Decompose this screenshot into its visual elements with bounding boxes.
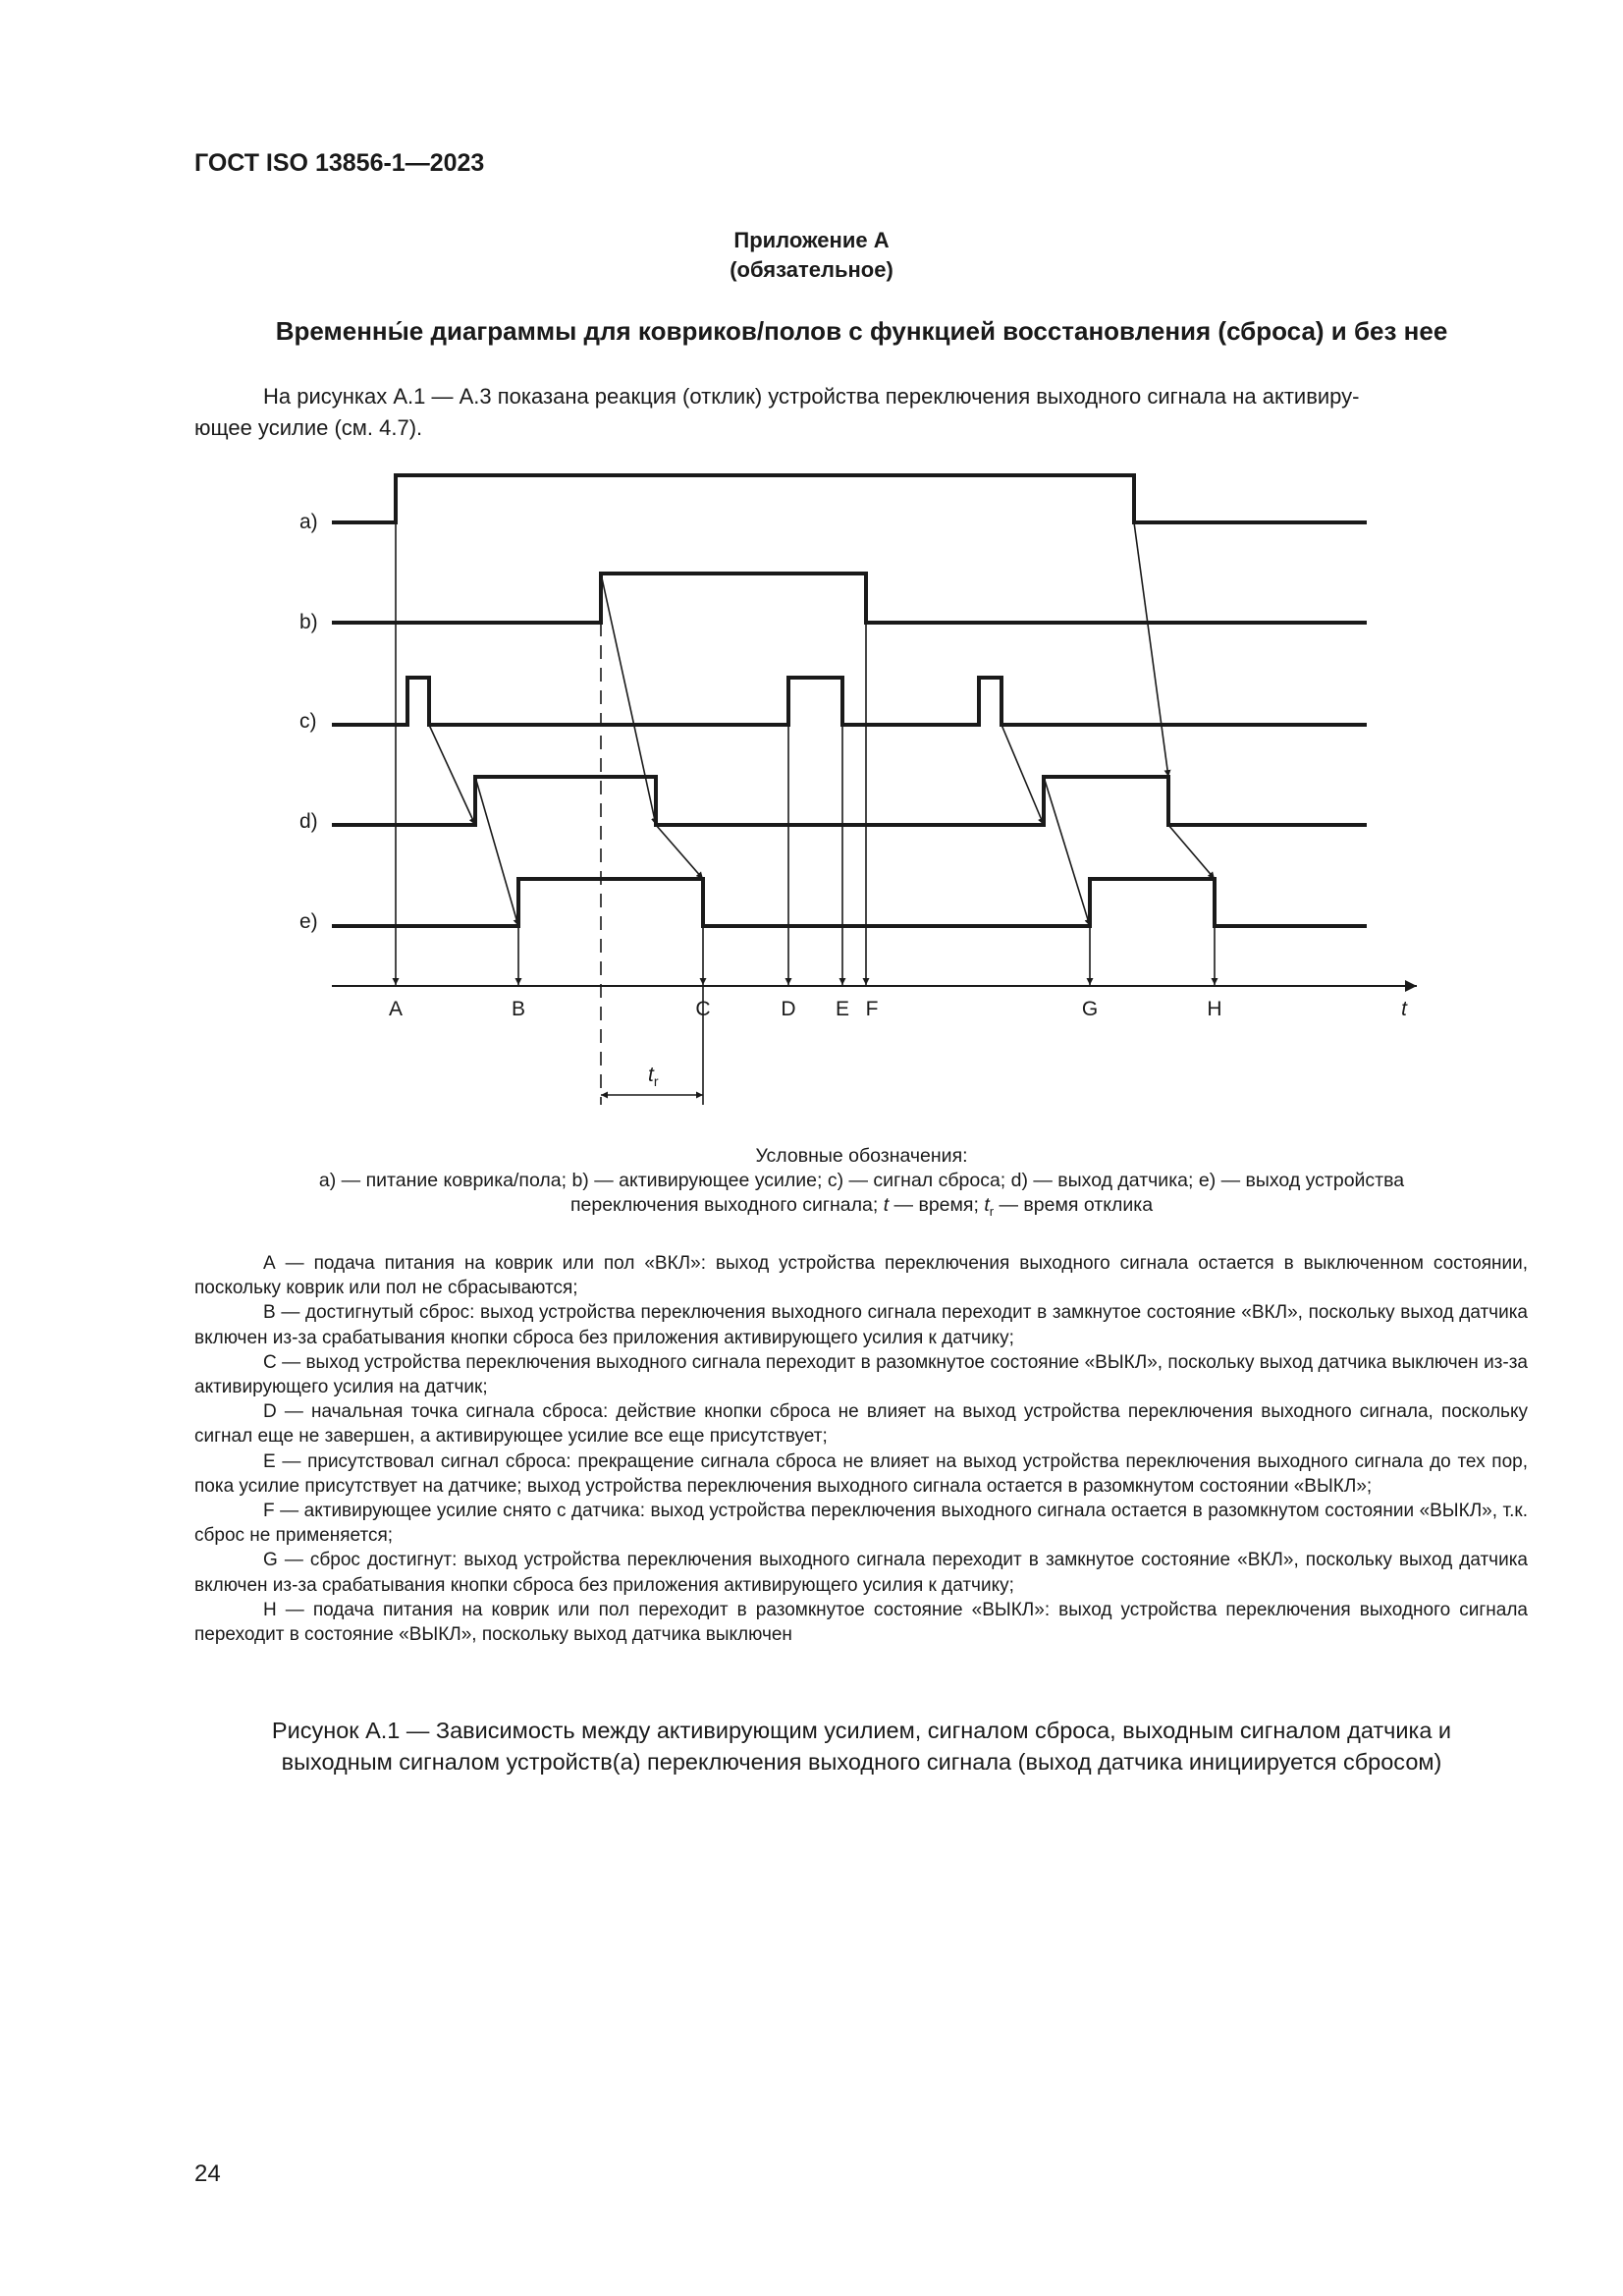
- note-F: F — активирующее усилие снято с датчика: выход устройства переключения выходного сигнала остается в разомкнутом состоянии «ВЫКЛ», т.к. сброс не применяется;: [194, 1501, 1528, 1547]
- note-B: В — достигнутый сброс: выход устройства переключения выходного сигнала переходит в замкнутое состояние «ВКЛ», поскольку выход датчика включен из-за срабатывания кнопки сброса без приложения активирующего усилия к датчику;: [194, 1302, 1528, 1348]
- page-number: 24: [194, 2160, 221, 2187]
- time-label-C: C: [695, 998, 711, 1020]
- arrow-d2-to-e-fall: [1168, 825, 1215, 879]
- time-label-F: F: [865, 998, 879, 1020]
- intro-line-1: На рисунках А.1 — А.3 показана реакция (отклик) устройства переключения выходного сигнала на активиру-: [263, 384, 1360, 409]
- note-C: С — выход устройства переключения выходного сигнала переходит в разомкнутое состояние «ВЫКЛ», поскольку выход датчика выключен из-за активирующего усилия на датчик;: [194, 1351, 1528, 1398]
- note-A: А — подача питания на коврик или пол «ВКЛ»: выход устройства переключения выходного сигнала остается в выключенном состоянии, поскольку коврик или пол не сбрасываются;: [194, 1253, 1528, 1299]
- waveform-c-reset: [332, 678, 1367, 725]
- figure-caption: [196, 1715, 1527, 1777]
- intro-line-2: ющее усилие (см. 4.7).: [194, 415, 423, 440]
- tr-label: $t_r$: [648, 1064, 659, 1089]
- arrow-d2-to-e: [1044, 777, 1090, 926]
- notes-list: [194, 1251, 1528, 1647]
- note-G: G — сброс достигнут: выход устройства переключения выходного сигнала переходит в замкнутое состояние «ВКЛ», поскольку выход датчика включен из-за срабатывания кнопки сброса без приложения активирующего усилия к датчику;: [194, 1550, 1528, 1596]
- annex-heading: [0, 226, 1623, 285]
- arrow-b-to-d: [601, 574, 656, 825]
- time-label-A: A: [388, 998, 404, 1020]
- time-label-B: B: [511, 998, 526, 1020]
- annex-title: Приложение А: [733, 228, 890, 252]
- waveform-e-output: [332, 879, 1367, 926]
- signal-label-e: e): [299, 910, 318, 933]
- arrow-c2-to-d: [1001, 725, 1044, 825]
- legend: [196, 1144, 1527, 1224]
- time-axis-label: t: [1401, 998, 1407, 1020]
- annex-status: (обязательное): [730, 257, 893, 282]
- section-title: Временны́е диаграммы для ковриков/полов с функцией восстановления (сброса) и без нее: [275, 316, 1448, 346]
- timing-diagram: [0, 447, 1623, 1134]
- signal-label-b: b): [299, 611, 318, 633]
- legend-line-2: переключения выходного сигнала; t — время; $t_r$ — время отклика: [569, 1194, 1154, 1219]
- waveform-b-force: [332, 574, 1367, 623]
- note-D: D — начальная точка сигнала сброса: действие кнопки сброса не влияет на выход устройства переключения выходного сигнала, поскольку сигнал еще не завершен, а активирующее усилие все еще присутствует;: [194, 1401, 1528, 1448]
- caption-line-1: Рисунок А.1 — Зависимость между активирующим усилием, сигналом сброса, выходным сигналом датчика и: [271, 1718, 1452, 1743]
- time-label-D: D: [781, 998, 796, 1020]
- intro-paragraph: [194, 381, 1530, 444]
- arrow-c-to-d: [429, 725, 475, 825]
- time-label-H: H: [1207, 998, 1222, 1020]
- arrow-d-to-e-fall: [656, 825, 703, 879]
- signal-label-a: a): [299, 511, 318, 533]
- time-label-G: G: [1081, 998, 1099, 1020]
- legend-heading: Условные обозначения:: [755, 1145, 968, 1167]
- note-H: Н — подача питания на коврик или пол переходит в разомкнутое состояние «ВЫКЛ»: выход устройства переключения выходного сигнала переходит в состояние «ВЫКЛ», поскольку выход датчика выключен: [194, 1599, 1528, 1646]
- time-label-E: E: [835, 998, 850, 1020]
- legend-line-1: а) — питание коврика/пола; b) — активирующее усилие; с) — сигнал сброса; d) — выход датчика; е) — выход устройства: [318, 1170, 1405, 1191]
- signal-label-c: c): [299, 710, 317, 733]
- signal-label-d: d): [299, 810, 318, 833]
- document-code: ГОСТ ISO 13856-1—2023: [194, 149, 485, 177]
- caption-line-2: выходным сигналом устройств(а) переключения выходного сигнала (выход датчика инициируется сбросом): [281, 1749, 1442, 1775]
- note-E: Е — присутствовал сигнал сброса: прекращение сигнала сброса не влияет на выход устройства переключения выходного сигнала до тех пор, пока усилие присутствует на датчике; выход устройства переключения выходного сигнала остается в разомкнутом состоянии «ВЫКЛ»;: [194, 1450, 1528, 1497]
- arrow-a-to-d: [1134, 522, 1168, 777]
- arrow-d-to-e: [475, 777, 518, 926]
- waveform-a-power: [332, 475, 1367, 522]
